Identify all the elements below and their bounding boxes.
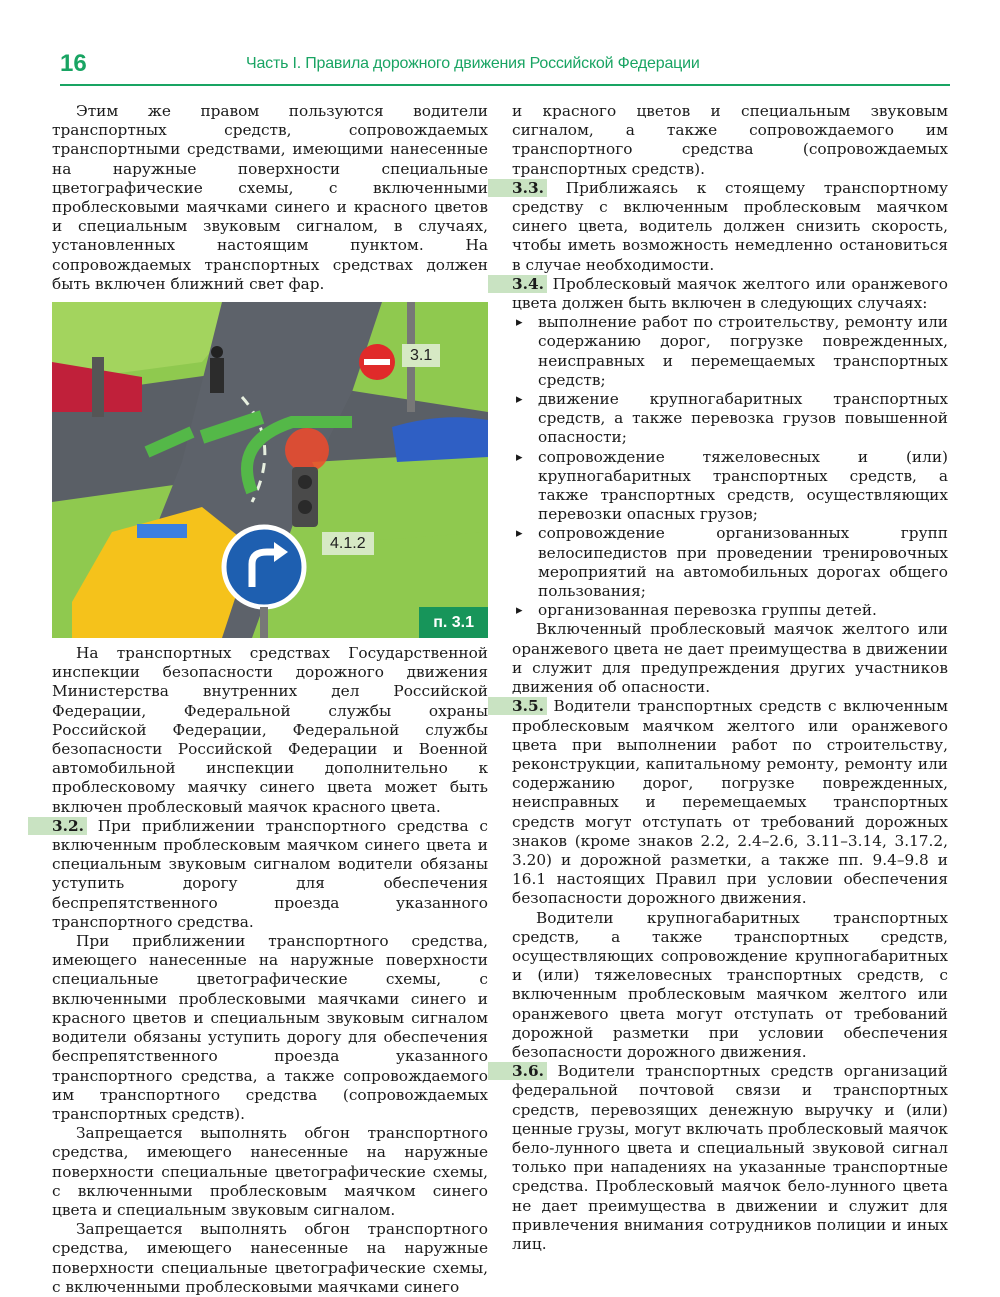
sign-label-4-1-2: 4.1.2: [322, 532, 374, 555]
right-column: [512, 102, 948, 1254]
section-3-4: [512, 275, 948, 313]
paragraph: Запрещается выполнять обгон транспортного средства, имеющего нанесенные на наружные поверхности специальные цветографические схемы, с включенными проблесковыми маячками синего: [52, 1220, 488, 1296]
section-3-2: [52, 817, 488, 932]
paragraph: Запрещается выполнять обгон транспортного средства, имеющего нанесенные на наружные поверхности специальные цветографические схемы, с включенными проблесковым маячком синего цвета и специальным звуковым сигналом.: [52, 1124, 488, 1219]
running-title: Часть I. Правила дорожного движения Российской Федерации: [246, 55, 700, 72]
page-header: [60, 50, 950, 90]
paragraph: и красного цветов и специальным звуковым сигналом, а также сопровождаемого им транспортного средства (сопровождаемых транспортных средств).: [512, 102, 948, 178]
sign-label-3-1: 3.1: [402, 344, 440, 367]
section-text: Водители транспортных средств с включенным проблесковым маячком желтого или оранжевого цвета при выполнении работ по строительству, реконструкции, капитальному ремонту, ремонту или содержанию дорог, погрузке поврежденных, неисправных и перемещаемых транспортных средств могут отступать от требований дорожных знаков (кроме знаков 2.2, 2.4–2.6, 3.11–3.14, 3.17.2, 3.20) и дорожной разметки, а также пп. 9.4–9.8 и 16.1 настоящих Правил при условии обеспечения безопасности дорожного движения.: [512, 697, 948, 908]
illustration-intersection: [52, 302, 488, 638]
section-text: Водители транспортных средств организаций федеральной почтовой связи и транспортных средств, перевозящих денежную выручку и (или) ценные грузы, могут включать проблесковый маячок бело-лунного цвета и специальный звуковой сигнал только при нападениях на указанные транспортные средства. Проблесковый маячок бело-лунного цвета не дает преимущества в движении и служит для привлечения внимания сотрудников полиции и иных лиц.: [512, 1062, 948, 1253]
list-item: ▸ движение крупногабаритных транспортных средств, а также перевозка грузов повышенной опасности;: [512, 390, 948, 448]
section-3-5: [512, 697, 948, 908]
list-item: ▸ организованная перевозка группы детей.: [512, 601, 948, 620]
list-item: ▸ выполнение работ по строительству, ремонту или содержанию дорог, погрузке поврежденных, неисправных и перемещаемых транспортных средств;: [512, 313, 948, 390]
section-number: 3.6.: [488, 1062, 547, 1080]
section-number: 3.2.: [28, 817, 87, 835]
section-text: Приближаясь к стоящему транспортному средству с включенным проблесковым маячком синего цвета, водитель должен снизить скорость, чтобы иметь возможность немедленно остановиться в случае необходимости.: [512, 178, 948, 274]
section-text: Проблесковый маячок желтого или оранжевого цвета должен быть включен в следующих случаях:: [512, 274, 948, 313]
section-text: При приближении транспортного средства с включенным проблесковым маячком синего цвета и специальным звуковым сигналом водители обязаны уступить дорогу для обеспечения беспрепятственного проезда указанного транспортного средства.: [52, 816, 488, 931]
section-3-3: [512, 179, 948, 275]
left-column: [52, 102, 488, 1297]
section-number: 3.5.: [488, 697, 547, 715]
paragraph: Водители крупногабаритных транспортных средств, а также транспортных средств, осуществляющих сопровождение крупногабаритных и (или) тяжеловесных транспортных средств, с включенным проблесковым маячком желтого или оранжевого цвета могут отступать от требований дорожной разметки при условии обеспечения безопасности дорожного движения.: [512, 908, 948, 1061]
paragraph: Включенный проблесковый маячок желтого или оранжевого цвета не дает преимущества в движении и служит для предупреждения других участников движения об опасности.: [512, 620, 948, 697]
section-number: 3.4.: [488, 275, 547, 293]
paragraph: Этим же правом пользуются водители транспортных средств, сопровождаемых транспортными средствами, имеющими нанесенные на наружные поверхности специальные цветографические схемы, с включенными проблесковыми маячками синего и красного цветов и специальным звуковым сигналом, в случаях, установленных настоящим пунктом. На сопровождаемых транспортных средствах должен быть включен ближний свет фар.: [52, 102, 488, 293]
paragraph: На транспортных средствах Государственной инспекции безопасности дорожного движения Министерства внутренних дел Российской Федерации, Федеральной службы охраны Российской Федерации, Федеральной службы безопасности Российской Федерации и Военной автомобильной инспекции дополнительно к проблесковому маячку синего цвета может быть включен проблесковый маячок красного цвета.: [52, 644, 488, 816]
illustration-caption: п. 3.1: [419, 607, 488, 638]
header-rule: [60, 84, 950, 86]
section-number: 3.3.: [488, 179, 547, 197]
list-item: ▸ сопровождение тяжеловесных и (или) крупногабаритных транспортных средств, а также транспортных средств, осуществляющих перевозки опасных грузов;: [512, 448, 948, 525]
list-item: ▸ сопровождение организованных групп велосипедистов при проведении тренировочных мероприятий на автомобильных дорогах общего пользования;: [512, 524, 948, 601]
section-3-6: [512, 1062, 948, 1254]
bullet-list: [512, 313, 948, 620]
page-number: 16: [60, 50, 87, 77]
paragraph: При приближении транспортного средства, имеющего нанесенные на наружные поверхности специальные цветографические схемы, с включенными проблесковыми маячками синего и красного цветов и специальным звуковым сигналом водители обязаны уступить дорогу для обеспечения беспрепятственного проезда указанного транспортного средства, а также сопровождаемого им транспортного средства (сопровождаемых транспортных средств).: [52, 932, 488, 1123]
